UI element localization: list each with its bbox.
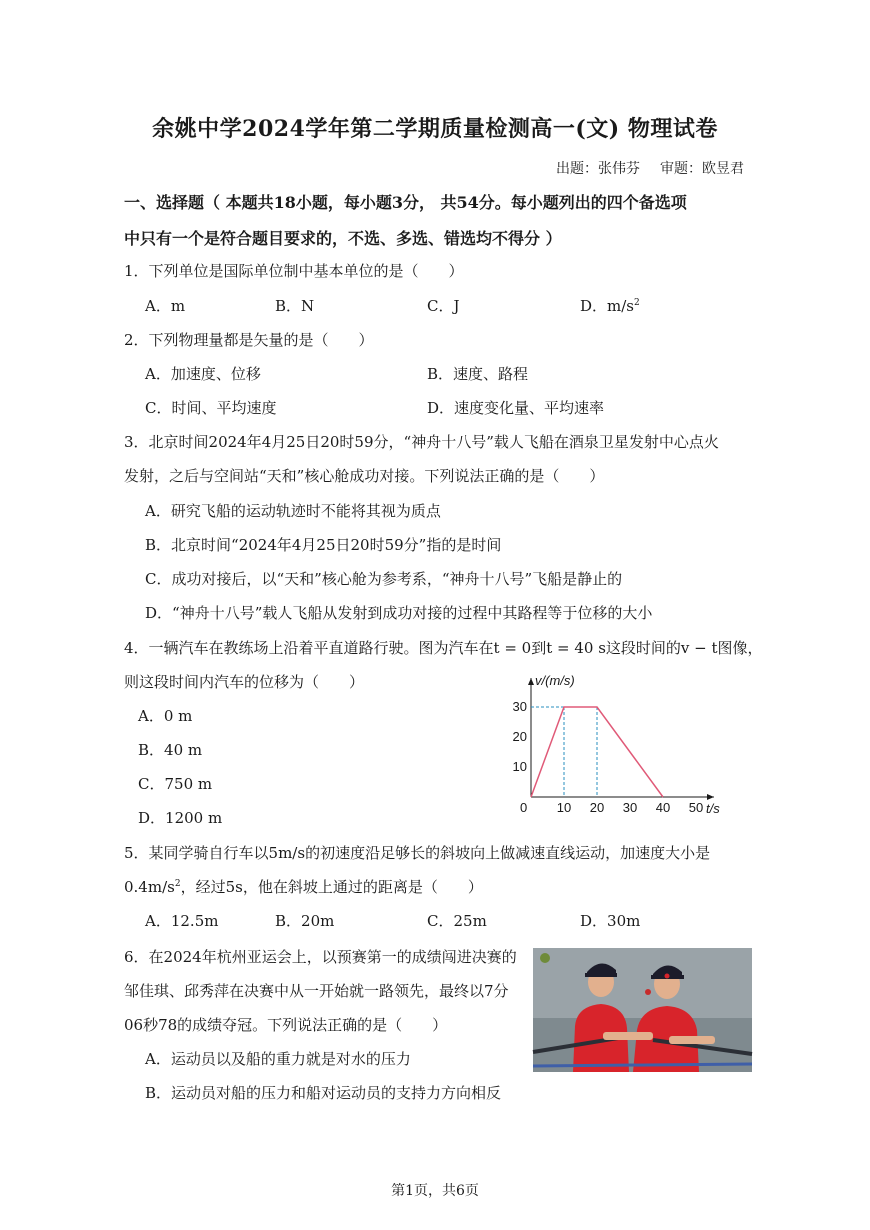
q6-option-a: A．运动员以及船的重力就是对水的压力 [145,1050,411,1068]
q3-option-a: A．研究飞船的运动轨迹时不能将其视为质点 [145,502,441,520]
x-tick-label-40: 40 [655,800,671,815]
q3-stem-line2: 发射，之后与空间站“天和”核心舱成功对接。下列说法正确的是（ ） [124,467,605,485]
q3-option-b: B．北京时间“2024年4月25日20时59分”指的是时间 [145,536,502,554]
q6-stem-line1: 6．在2024年杭州亚运会上，以预赛第一的成绩闯进决赛的 [124,948,517,966]
y-axis-label: v/(m/s) [535,673,575,688]
q4-option-d: D．1200 m [138,809,223,827]
q5-option-d: D．30m [580,912,641,930]
y-tick-label-10: 10 [512,759,527,774]
q5-option-b: B．20m [275,912,335,930]
q5-stem-line2: $0.4m/s^2$，经过5s，他在斜坡上通过的距离是（ ） [124,878,483,896]
author-credit: 出题：张伟芬 [556,161,640,177]
page-footer: 第1页，共6页 [391,1183,479,1199]
q6-option-b: B．运动员对船的压力和船对运动员的支持力方向相反 [145,1084,502,1102]
x-axis-arrow [707,794,714,800]
x-axis-label: t/s [706,801,720,816]
q2-option-c: C．时间、平均速度 [145,399,277,417]
q1-option-c: C．J [427,297,460,315]
q4-option-a: A．0 m [138,707,193,725]
q4-stem-line1: 4．一辆汽车在教练场上沿着平直道路行驶。图为汽车在t = 0到t = 40 s这段时间的v − t图像， [124,639,763,657]
x-tick-label-50: 50 [688,800,704,815]
q2-stem: 2．下列物理量都是矢量的是（ ） [124,331,374,349]
q3-stem-line1: 3．北京时间2024年4月25日20时59分，“神舟十八号”载人飞船在酒泉卫星发射中心点火 [124,433,719,451]
q5-option-c: C．25m [427,912,487,930]
q3-option-d: D．“神舟十八号”载人飞船从发射到成功对接的过程中其路程等于位移的大小 [145,604,653,622]
q4-option-b: B．40 m [138,741,203,759]
q6-stem-line3: 06秒78的成绩夺冠。下列说法正确的是（ ） [124,1016,448,1034]
q1-option-b: B．N [275,297,315,315]
section-heading-line1: 一、选择题（ 本题共18小题，每小题3分， 共54分。每小题列出的四个备选项 [124,193,687,212]
x-tick-label-10: 10 [556,800,572,815]
q1-option-d: D．$m/s^2$ [580,297,640,315]
x-tick-label-30: 30 [622,800,638,815]
y-axis-arrow [528,678,534,685]
q4-option-c: C．750 m [138,775,213,793]
y-tick-label-30: 30 [512,699,527,714]
q2-option-b: B．速度、路程 [427,365,529,383]
q5-stem-line1: 5．某同学骑自行车以5m/s的初速度沿足够长的斜坡向上做减速直线运动，加速度大小是 [124,844,711,862]
x-tick-label-20: 20 [589,800,605,815]
rowing-athletes-photo [533,948,752,1072]
q1-stem: 1．下列单位是国际单位制中基本单位的是（ ） [124,262,464,280]
page-title: 余姚中学2024学年第二学期质量检测高一(文) 物理试卷 [152,116,718,142]
credits [556,158,744,178]
reviewer-credit: 审题：欧昱君 [660,161,744,177]
y-tick-label-20: 20 [512,729,527,744]
q3-option-c: C．成功对接后，以“天和”核心舱为参考系，“神舟十八号”飞船是静止的 [145,570,623,588]
q6-stem-line2: 邹佳琪、邱秀萍在决赛中从一开始就一路领先，最终以7分 [124,982,509,1000]
q5-option-a: A．12.5m [145,912,219,930]
vt-chart [512,670,735,820]
q2-option-d: D．速度变化量、平均速率 [427,399,605,417]
q4-stem-line2: 则这段时间内汽车的位移为（ ） [124,673,365,691]
q2-option-a: A．加速度、位移 [145,365,261,383]
section-heading-line2: 中只有一个是符合题目要求的，不选、多选、错选均不得分 ） [124,229,562,248]
x-tick-label-0: 0 [520,800,528,815]
q1-option-a: A．m [145,297,186,315]
